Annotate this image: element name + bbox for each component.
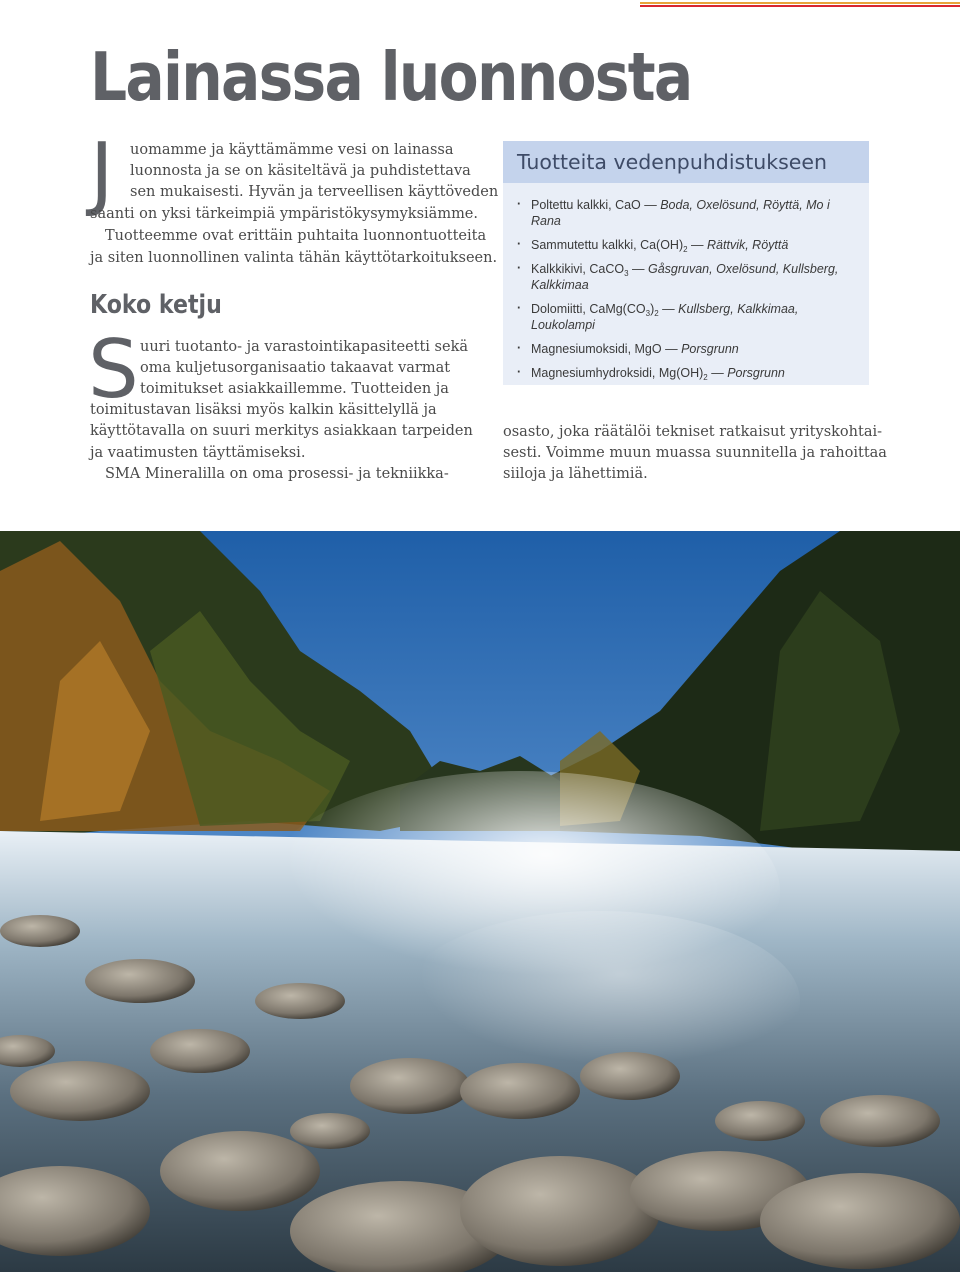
continued-line-2: sesti. Voimme muun muassa suunnitella ja rahoittaa [503,445,887,461]
list-item [517,341,853,357]
product-name: Dolomiitti, CaMg(CO [531,302,646,316]
continued-line-1: osasto, joka räätälöi tekniset ratkaisut yrityskohtai- [503,424,883,440]
intro-line-3: sen mukaisesti. Hyvän ja terveellisen käyttöveden [130,184,499,200]
product-name: Poltettu kalkki, CaO [531,198,641,212]
product-sources: Porsgrunn [727,366,785,380]
dash: — [640,198,661,212]
dash: — [658,302,679,316]
intro-line-6: ja siten luonnollinen valinta tähän käyttötarkoitukseen. [90,250,498,266]
intro-dropcap: J [90,126,114,219]
product-sources: Gåsgruvan, Oxelösund, Kullsberg, Kalkkimaa [531,262,839,292]
intro-line-5: Tuotteemme ovat erittäin puhtaita luonnontuotteita [105,228,487,244]
subscript: 3 [645,309,651,318]
list-item [517,197,853,229]
section-line-5: käyttötavalla on suuri merkitys asiakkaan tarpeiden [90,423,473,439]
subscript: 2 [654,309,659,318]
section-line-6: ja vaatimusten täyttämiseksi. [90,445,306,461]
product-name: Kalkkikivi, CaCO [531,262,625,276]
subscript: 3 [624,269,629,278]
section-line-3: toimitukset asiakkaillemme. Tuotteiden ja [140,381,449,397]
product-sources: Porsgrunn [681,342,739,356]
product-sources: Rättvik, Röyttä [707,238,789,252]
section-line-1: uuri tuotanto- ja varastointikapasiteetti sekä [140,339,469,355]
top-accent-stripe [640,0,960,8]
list-item [517,365,853,381]
section-line-2: oma kuljetusorganisaatio takaavat varmat [140,360,451,376]
products-box-title: Tuotteita vedenpuhdistukseen [503,141,869,183]
page-title: Lainassa luonnosta [90,38,692,116]
list-item [517,301,853,333]
section-dropcap: S [88,323,139,416]
subscript: 2 [703,373,708,382]
product-sources: Boda, Oxelösund, Röyttä, Mo i Rana [531,198,830,228]
intro-line-1: uomamme ja käyttämämme vesi on lainassa [130,142,454,158]
products-list [503,183,869,381]
paren: ) [650,302,655,316]
intro-line-2: luonnosta ja se on käsiteltävä ja puhdistettava [130,163,471,179]
product-sources: Kullsberg, Kalkkimaa, Loukolampi [531,302,799,332]
product-name: Magnesiumhydroksidi, Mg(OH) [531,366,704,380]
products-box [503,141,869,385]
river-landscape-photo [0,531,960,1272]
subscript: 2 [683,245,688,254]
list-item [517,237,853,253]
product-name: Sammutettu kalkki, Ca(OH) [531,238,684,252]
accent-stripe-red [640,5,960,7]
continued-line-3: siiloja ja lähettimiä. [503,466,648,482]
dash: — [661,342,682,356]
section-heading: Koko ketju [90,290,222,320]
dash: — [628,262,648,276]
dash: — [707,366,728,380]
section-line-4: toimitustavan lisäksi myös kalkin käsittelyllä ja [90,402,437,418]
section-line-7: SMA Mineralilla on oma prosessi- ja tekniikka- [105,466,449,482]
list-item [517,261,853,293]
accent-stripe-orange [640,2,960,4]
product-name: Magnesiumoksidi, MgO [531,342,662,356]
dash: — [687,238,708,252]
intro-line-4: saanti on yksi tärkeimpiä ympäristökysymyksiämme. [90,206,479,222]
